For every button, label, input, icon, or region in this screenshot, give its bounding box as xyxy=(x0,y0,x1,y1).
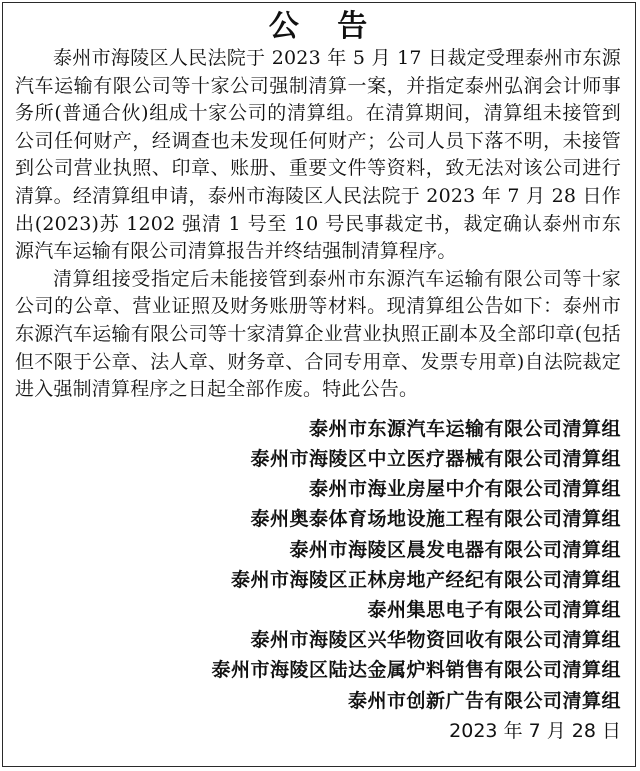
signatory: 泰州奥泰体育场地设施工程有限公司清算组 xyxy=(250,508,621,531)
signatory: 泰州市东源汽车运输有限公司清算组 xyxy=(308,417,621,440)
signatory: 泰州市海陵区陆达金属炉料销售有限公司清算组 xyxy=(211,659,621,682)
signatory: 泰州集思电子有限公司清算组 xyxy=(367,598,621,621)
signatory: 泰州市创新广告有限公司清算组 xyxy=(347,689,621,712)
signatory: 泰州市海陵区兴华物资回收有限公司清算组 xyxy=(250,629,621,652)
notice-paragraph-2: 清算组接受指定后未能接管到泰州市东源汽车运输有限公司等十家公司的公章、营业证照及财务账册等材料。现清算组公告如下：泰州市东源汽车运输有限公司等十家清算企业营业执照正副本及全部印章(包括但不限于公章、法人章、财务章、合同专用章、发票专用章)自法院裁定进入强制清算程序之日起全部作废。特此公告。 xyxy=(15,267,621,401)
signatory: 泰州市海陵区中立医疗器械有限公司清算组 xyxy=(250,447,621,470)
notice-date: 2023 年 7 月 28 日 xyxy=(449,719,621,742)
signatory: 泰州市海陵区晨发电器有限公司清算组 xyxy=(289,538,621,561)
signatory: 泰州市海业房屋中介有限公司清算组 xyxy=(308,478,621,501)
signatory-list xyxy=(15,414,621,746)
notice-title: 公 告 xyxy=(268,9,382,44)
notice-box xyxy=(2,2,636,767)
signatory: 泰州市海陵区正林房地产经纪有限公司清算组 xyxy=(230,568,621,591)
notice-paragraph-1: 泰州市海陵区人民法院于 2023 年 5 月 17 日裁定受理泰州市东源汽车运输有限公司等十家公司强制清算一案，并指定泰州弘润会计师事务所(普通合伙)组成十家公司的清算组。在清算期间，清算组未接管到公司任何财产，经调查也未发现任何财产；公司人员下落不明，未接管到公司营业执照、印章、账册、重要文件等资料，致无法对该公司进行清算。经清算组申请，泰州市海陵区人民法院于 2023 年 7 月 28 日作出(2023)苏 1202 强清 1 号至 10 号民事裁定书，裁定确认泰州市东源汽车运输有限公司清算报告并终结强制清算程序。 xyxy=(15,47,621,263)
